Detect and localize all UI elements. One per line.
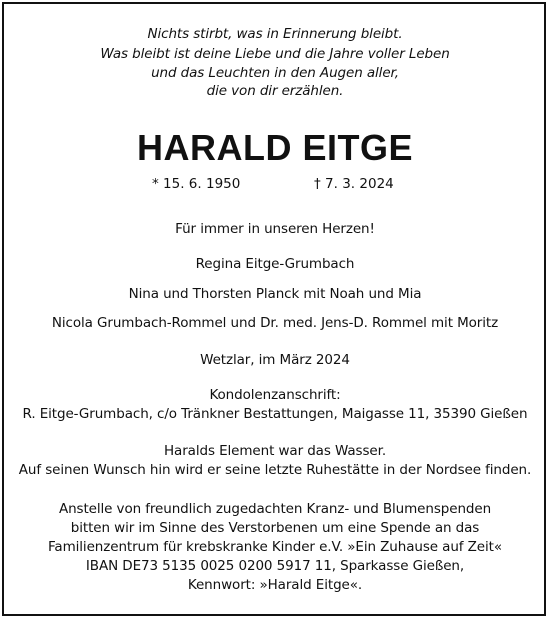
motto: Für immer in unseren Herzen! [175,221,375,237]
birth-date: * 15. 6. 1950 [152,176,241,192]
condolence-address: R. Eitge-Grumbach, c/o Tränkner Bestattungen, Maigasse 11, 35390 Gießen [22,406,528,422]
poem-line: Nichts stirbt, was in Erinnerung bleibt. [147,26,403,42]
mourner-line: Regina Eitge-Grumbach [195,256,355,272]
poem-line: Was bleibt ist deine Liebe und die Jahre voller Leben [100,46,450,62]
poem-line: und das Leuchten in den Augen aller, [151,65,399,81]
poem-line: die von dir erzählen. [206,83,344,99]
donation-line: IBAN DE73 5135 0025 0200 5917 11, Sparkasse Gießen, [85,558,465,574]
condolence-label: Kondolenzanschrift: [209,387,341,403]
donation-line: Kennwort: »Harald Eitge«. [187,577,363,593]
deceased-name: HARALD EITGE [137,127,413,168]
burial-line: Auf seinen Wunsch hin wird er seine letzte Ruhestätte in der Nordsee finden. [18,462,532,478]
donation-line: Familienzentrum für krebskranke Kinder e.V. »Ein Zuhause auf Zeit« [47,539,502,555]
mourner-line: Nina und Thorsten Planck mit Noah und Mia [128,286,422,302]
death-date: † 7. 3. 2024 [314,176,394,192]
donation-line: Anstelle von freundlich zugedachten Kranz- und Blumenspenden [58,501,492,517]
place-date: Wetzlar, im März 2024 [200,352,350,368]
mourner-line: Nicola Grumbach-Rommel und Dr. med. Jens-D. Rommel mit Moritz [51,315,499,331]
donation-line: bitten wir im Sinne des Verstorbenen um eine Spende an das [70,520,480,536]
burial-line: Haralds Element war das Wasser. [163,443,387,459]
